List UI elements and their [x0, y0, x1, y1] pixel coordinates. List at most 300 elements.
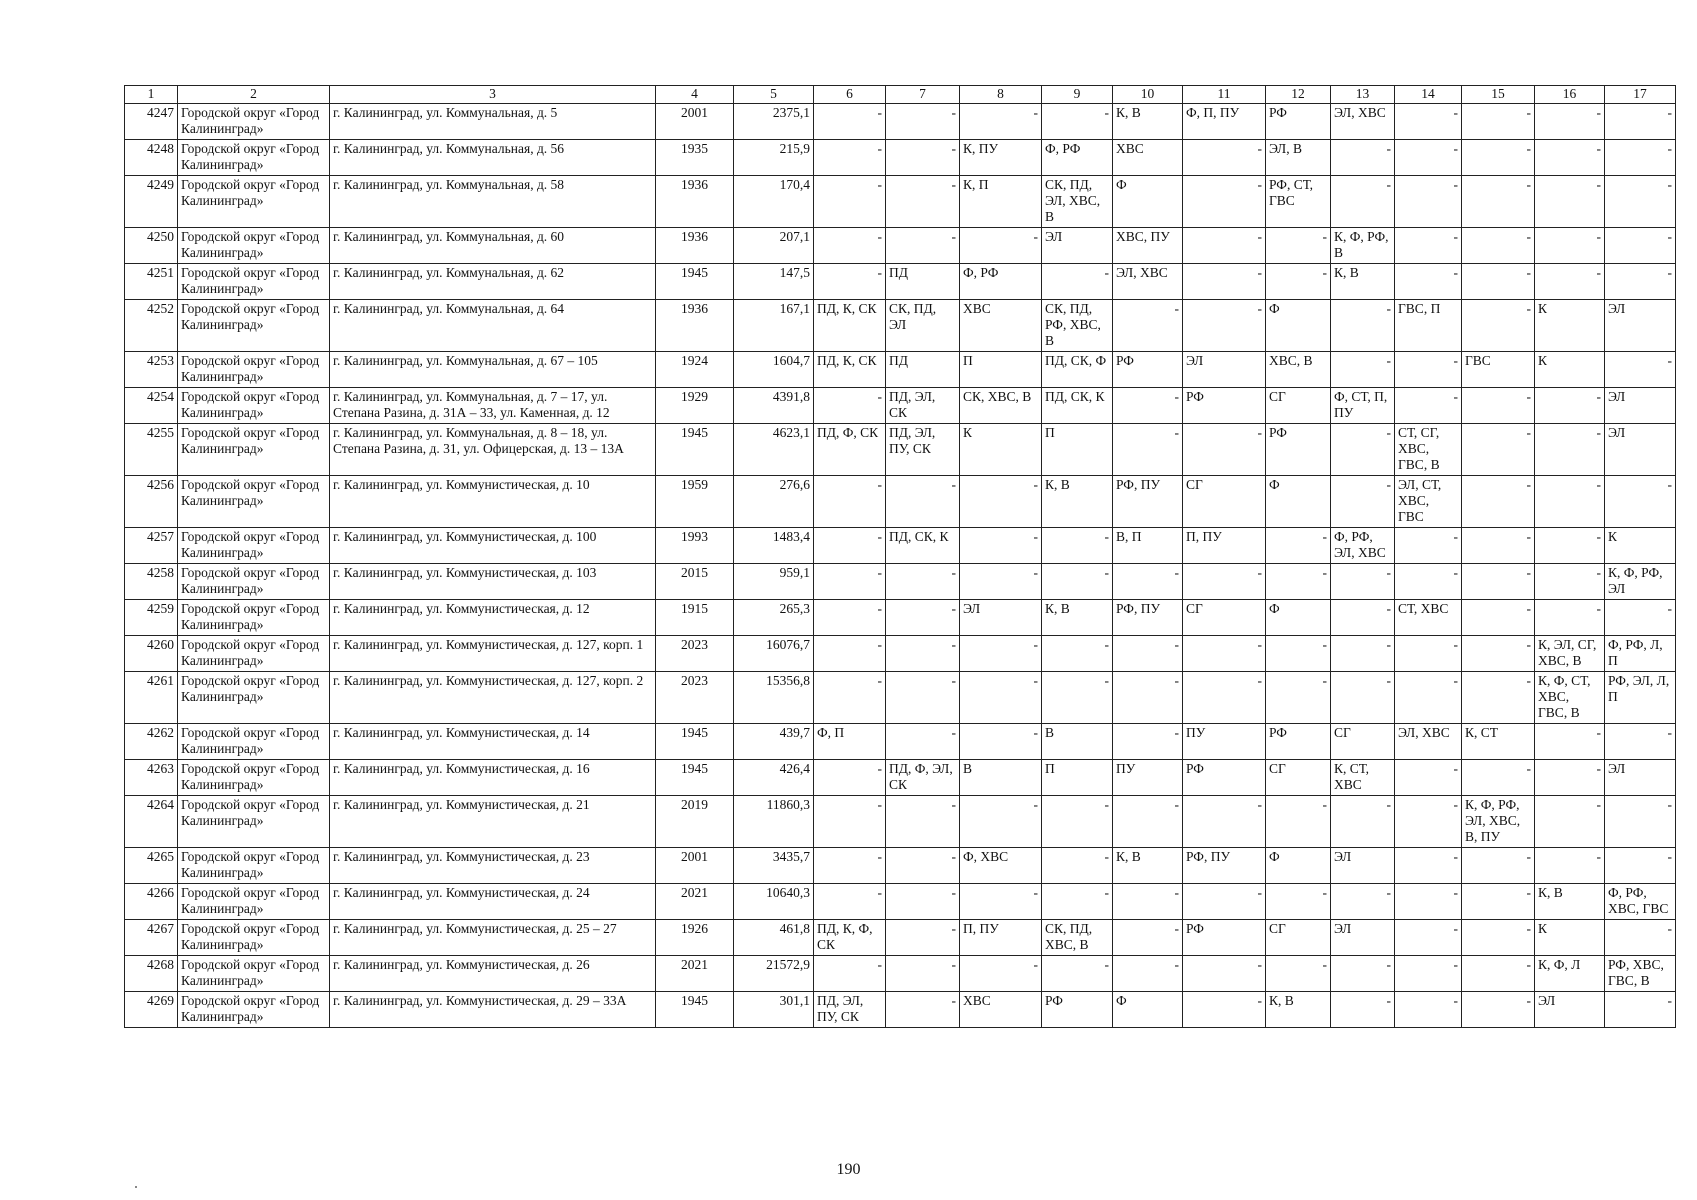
table-cell: ГВС, П [1395, 300, 1462, 352]
table-cell: ЭЛ, ХВС [1331, 104, 1395, 140]
table-cell: - [1395, 228, 1462, 264]
table-row [125, 388, 1676, 424]
table-cell: - [886, 992, 960, 1028]
table-cell: СК, ПД, ХВС, В [1042, 920, 1113, 956]
table-row [125, 564, 1676, 600]
table-cell: Городской округ «Город Калининград» [178, 600, 330, 636]
table-cell: - [1042, 672, 1113, 724]
table-cell: Ф, РФ, Л, П [1605, 636, 1676, 672]
table-cell: Городской округ «Город Калининград» [178, 140, 330, 176]
table-cell: - [1183, 300, 1266, 352]
table-cell: - [1266, 672, 1331, 724]
table-cell: Городской округ «Город Калининград» [178, 956, 330, 992]
table-cell: 4267 [125, 920, 178, 956]
table-cell: 1945 [656, 264, 734, 300]
table-cell: 4623,1 [734, 424, 814, 476]
table-cell: - [1535, 796, 1605, 848]
table-cell: - [1462, 300, 1535, 352]
table-cell: СТ, СГ, ХВС, ГВС, В [1395, 424, 1462, 476]
table-cell: - [1183, 636, 1266, 672]
table-cell: 1924 [656, 352, 734, 388]
table-row [125, 992, 1676, 1028]
table-cell: ЭЛ [960, 600, 1042, 636]
table-cell: г. Калининград, ул. Коммунальная, д. 8 – 18, ул. Степана Разина, д. 31, ул. Офицерская, д. 13 – 13А [330, 424, 656, 476]
table-cell: г. Калининград, ул. Коммунальная, д. 67 – 105 [330, 352, 656, 388]
table-cell: 4249 [125, 176, 178, 228]
table-cell: К, В [1266, 992, 1331, 1028]
table-cell: 1929 [656, 388, 734, 424]
table-cell: г. Калининград, ул. Коммунистическая, д. 127, корп. 1 [330, 636, 656, 672]
table-cell: - [1331, 796, 1395, 848]
table-cell: 4250 [125, 228, 178, 264]
table-cell: - [1042, 528, 1113, 564]
table-cell: - [1395, 352, 1462, 388]
table-cell: ХВС, В [1266, 352, 1331, 388]
table-cell: г. Калининград, ул. Коммунистическая, д. 14 [330, 724, 656, 760]
table-cell: - [886, 848, 960, 884]
table-cell: ХВС [1113, 140, 1183, 176]
table-cell: - [814, 264, 886, 300]
table-row [125, 104, 1676, 140]
table-cell: - [1266, 564, 1331, 600]
table-cell: Городской округ «Город Калининград» [178, 672, 330, 724]
table-cell: - [1535, 600, 1605, 636]
table-cell: К [1605, 528, 1676, 564]
table-cell: - [1113, 796, 1183, 848]
table-cell: К, СТ [1462, 724, 1535, 760]
column-number-row [125, 86, 1676, 104]
table-cell: 207,1 [734, 228, 814, 264]
table-cell: - [1395, 884, 1462, 920]
table-cell: Городской округ «Город Калининград» [178, 884, 330, 920]
table-cell: К, Ф, РФ, ЭЛ [1605, 564, 1676, 600]
table-cell: Городской округ «Город Калининград» [178, 724, 330, 760]
table-cell: Городской округ «Город Калининград» [178, 528, 330, 564]
table-cell: ПД, ЭЛ, ПУ, СК [814, 992, 886, 1028]
table-cell: - [814, 848, 886, 884]
table-cell: - [1462, 672, 1535, 724]
table-cell: г. Калининград, ул. Коммунистическая, д. 12 [330, 600, 656, 636]
table-cell: 2023 [656, 672, 734, 724]
table-cell: - [814, 476, 886, 528]
table-cell: - [1462, 140, 1535, 176]
table-cell: - [1605, 176, 1676, 228]
table-cell: г. Калининград, ул. Коммунистическая, д. 100 [330, 528, 656, 564]
table-row [125, 796, 1676, 848]
table-cell: 15356,8 [734, 672, 814, 724]
table-cell: В, П [1113, 528, 1183, 564]
table-cell: ЭЛ, СТ, ХВС, ГВС [1395, 476, 1462, 528]
table-row [125, 476, 1676, 528]
table-cell: СГ [1266, 920, 1331, 956]
table-cell: П [1042, 424, 1113, 476]
table-cell: СГ [1183, 476, 1266, 528]
table-cell: СК, ПД, ЭЛ [886, 300, 960, 352]
table-cell: 1483,4 [734, 528, 814, 564]
table-cell: ЭЛ [1331, 848, 1395, 884]
table-cell: - [1605, 104, 1676, 140]
table-cell: 959,1 [734, 564, 814, 600]
table-cell: - [886, 956, 960, 992]
table-cell: ЭЛ [1605, 388, 1676, 424]
table-cell: 1945 [656, 992, 734, 1028]
table-cell: - [1462, 228, 1535, 264]
table-cell: Ф [1266, 476, 1331, 528]
table-cell: г. Калининград, ул. Коммунистическая, д. 10 [330, 476, 656, 528]
table-cell: - [1535, 760, 1605, 796]
table-cell: - [1113, 672, 1183, 724]
table-cell: - [960, 228, 1042, 264]
table-cell: 4264 [125, 796, 178, 848]
table-cell: 4269 [125, 992, 178, 1028]
table-cell: - [1605, 352, 1676, 388]
table-cell: - [1183, 564, 1266, 600]
table-cell: 4253 [125, 352, 178, 388]
table-cell: - [1331, 956, 1395, 992]
table-cell: - [886, 672, 960, 724]
table-cell: - [960, 564, 1042, 600]
table-cell: - [1113, 884, 1183, 920]
table-cell: - [1605, 600, 1676, 636]
table-cell: 147,5 [734, 264, 814, 300]
table-cell: ПД, ЭЛ, СК [886, 388, 960, 424]
table-cell: - [1183, 884, 1266, 920]
table-cell: - [886, 796, 960, 848]
table-cell: - [1462, 884, 1535, 920]
table-cell: Городской округ «Город Калининград» [178, 920, 330, 956]
table-cell: - [1605, 724, 1676, 760]
table-cell: - [1331, 476, 1395, 528]
table-cell: г. Калининград, ул. Коммунистическая, д. 24 [330, 884, 656, 920]
table-cell: 1915 [656, 600, 734, 636]
table-cell: Городской округ «Город Калининград» [178, 388, 330, 424]
table-cell: - [1462, 848, 1535, 884]
table-cell: ЭЛ [1331, 920, 1395, 956]
table-cell: ПУ [1183, 724, 1266, 760]
table-cell: - [1042, 796, 1113, 848]
table-cell: - [1462, 600, 1535, 636]
table-cell: 4248 [125, 140, 178, 176]
table-cell: 4263 [125, 760, 178, 796]
table-cell: 10640,3 [734, 884, 814, 920]
table-cell: 4255 [125, 424, 178, 476]
table-cell: г. Калининград, ул. Коммунистическая, д. 26 [330, 956, 656, 992]
table-row [125, 760, 1676, 796]
table-cell: - [1331, 884, 1395, 920]
table-cell: - [1042, 636, 1113, 672]
column-header: 10 [1113, 86, 1183, 104]
table-cell: 4257 [125, 528, 178, 564]
table-row [125, 352, 1676, 388]
table-cell: - [1462, 760, 1535, 796]
table-cell: 4254 [125, 388, 178, 424]
table-cell: - [1462, 528, 1535, 564]
table-cell: г. Калининград, ул. Коммунистическая, д. 127, корп. 2 [330, 672, 656, 724]
table-cell: - [1113, 636, 1183, 672]
table-cell: - [1605, 920, 1676, 956]
table-cell: К, ПУ [960, 140, 1042, 176]
table-cell: - [1113, 920, 1183, 956]
table-cell: г. Калининград, ул. Коммунальная, д. 5 [330, 104, 656, 140]
table-cell: 4256 [125, 476, 178, 528]
column-header: 13 [1331, 86, 1395, 104]
scan-speck [135, 1186, 137, 1188]
table-cell: - [1462, 264, 1535, 300]
table-cell: - [1042, 884, 1113, 920]
table-cell: К, Ф, СТ, ХВС, ГВС, В [1535, 672, 1605, 724]
table-cell: - [1462, 104, 1535, 140]
table-cell: Ф [1113, 176, 1183, 228]
table-cell: ЭЛ, В [1266, 140, 1331, 176]
table-cell: 2015 [656, 564, 734, 600]
table-cell: Ф [1266, 848, 1331, 884]
table-cell: 1936 [656, 228, 734, 264]
table-cell: - [1042, 848, 1113, 884]
table-cell: К [1535, 920, 1605, 956]
table-cell: - [1183, 424, 1266, 476]
column-header: 1 [125, 86, 178, 104]
table-cell: К, ЭЛ, СГ, ХВС, В [1535, 636, 1605, 672]
table-cell: К [1535, 352, 1605, 388]
table-cell: - [886, 724, 960, 760]
table-cell: - [1266, 264, 1331, 300]
table-cell: - [1535, 104, 1605, 140]
table-cell: - [1395, 528, 1462, 564]
table-cell: 1604,7 [734, 352, 814, 388]
table-cell: Ф, ХВС [960, 848, 1042, 884]
table-cell: ЭЛ, ХВС [1395, 724, 1462, 760]
table-cell: К, В [1113, 848, 1183, 884]
table-cell: - [814, 228, 886, 264]
table-cell: - [1266, 228, 1331, 264]
table-cell: 301,1 [734, 992, 814, 1028]
table-cell: РФ [1266, 724, 1331, 760]
table-cell: Ф [1113, 992, 1183, 1028]
table-cell: - [1331, 176, 1395, 228]
table-cell: К [960, 424, 1042, 476]
table-cell: ПД, ЭЛ, ПУ, СК [886, 424, 960, 476]
table-cell: РФ, ПУ [1113, 600, 1183, 636]
table-cell: - [960, 672, 1042, 724]
table-cell: - [960, 796, 1042, 848]
table-cell: К [1535, 300, 1605, 352]
column-header: 9 [1042, 86, 1113, 104]
table-cell: К, Ф, РФ, В [1331, 228, 1395, 264]
table-row [125, 672, 1676, 724]
table-cell: Ф, РФ, ЭЛ, ХВС [1331, 528, 1395, 564]
table-cell: - [1395, 140, 1462, 176]
table-cell: 2023 [656, 636, 734, 672]
table-cell: - [886, 920, 960, 956]
table-cell: 4391,8 [734, 388, 814, 424]
table-cell: 2001 [656, 848, 734, 884]
table-cell: - [1535, 264, 1605, 300]
table-cell: - [814, 564, 886, 600]
table-cell: 4247 [125, 104, 178, 140]
table-cell: ПД, СК, К [886, 528, 960, 564]
table-cell: - [960, 636, 1042, 672]
table-header [125, 86, 1676, 104]
table-cell: ЭЛ [1605, 424, 1676, 476]
table-cell: - [1042, 956, 1113, 992]
table-cell: - [1183, 176, 1266, 228]
table-cell: - [1395, 796, 1462, 848]
table-cell: Ф, П [814, 724, 886, 760]
table-cell: - [814, 796, 886, 848]
column-header: 5 [734, 86, 814, 104]
table-cell: Городской округ «Город Калининград» [178, 564, 330, 600]
table-cell: - [1395, 636, 1462, 672]
table-cell: - [1183, 796, 1266, 848]
table-cell: Ф [1266, 300, 1331, 352]
table-row [125, 424, 1676, 476]
table-cell: ПД, СК, К [1042, 388, 1113, 424]
table-cell: ПД [886, 352, 960, 388]
table-cell: - [1395, 176, 1462, 228]
table-cell: - [1183, 672, 1266, 724]
column-header: 2 [178, 86, 330, 104]
table-cell: - [1331, 424, 1395, 476]
table-cell: - [1042, 104, 1113, 140]
table-cell: РФ [1266, 424, 1331, 476]
table-cell: - [1605, 992, 1676, 1028]
table-row [125, 848, 1676, 884]
column-header: 14 [1395, 86, 1462, 104]
table-cell: - [1605, 476, 1676, 528]
column-header: 4 [656, 86, 734, 104]
table-cell: - [1605, 796, 1676, 848]
table-cell: Городской округ «Город Калининград» [178, 176, 330, 228]
table-cell: ПД, К, СК [814, 300, 886, 352]
table-row [125, 600, 1676, 636]
table-cell: ЭЛ [1605, 300, 1676, 352]
table-row [125, 228, 1676, 264]
table-cell: СГ [1266, 760, 1331, 796]
table-cell: - [886, 600, 960, 636]
table-cell: - [1462, 476, 1535, 528]
table-cell: - [1462, 424, 1535, 476]
table-cell: К, В [1535, 884, 1605, 920]
column-header: 3 [330, 86, 656, 104]
table-cell: г. Калининград, ул. Коммунальная, д. 56 [330, 140, 656, 176]
table-cell: - [886, 140, 960, 176]
table-cell: - [886, 476, 960, 528]
table-cell: - [886, 228, 960, 264]
table-cell: - [1395, 992, 1462, 1028]
table-cell: 4268 [125, 956, 178, 992]
table-cell: Городской округ «Город Калининград» [178, 796, 330, 848]
table-cell: 1945 [656, 760, 734, 796]
column-header: 12 [1266, 86, 1331, 104]
table-cell: - [1462, 564, 1535, 600]
table-cell: 21572,9 [734, 956, 814, 992]
table-cell: - [1183, 264, 1266, 300]
table-cell: - [1395, 956, 1462, 992]
table-cell: 1926 [656, 920, 734, 956]
table-cell: 4252 [125, 300, 178, 352]
table-cell: 4265 [125, 848, 178, 884]
table-cell: - [886, 176, 960, 228]
table-cell: - [1605, 140, 1676, 176]
table-cell: 439,7 [734, 724, 814, 760]
table-cell: 4261 [125, 672, 178, 724]
table-cell: РФ [1266, 104, 1331, 140]
housing-registry-table [124, 85, 1676, 1028]
table-cell: - [1266, 796, 1331, 848]
table-cell: К, В [1331, 264, 1395, 300]
table-cell: Городской округ «Город Калининград» [178, 352, 330, 388]
table-cell: г. Калининград, ул. Коммунальная, д. 7 – 17, ул. Степана Разина, д. 31А – 33, ул. Каменная, д. 12 [330, 388, 656, 424]
table-cell: 11860,3 [734, 796, 814, 848]
table-row [125, 920, 1676, 956]
page-number: 190 [836, 1161, 861, 1178]
table-cell: СК, ПД, РФ, ХВС, В [1042, 300, 1113, 352]
table-cell: ПУ [1113, 760, 1183, 796]
table-cell: - [1535, 176, 1605, 228]
table-cell: РФ [1183, 760, 1266, 796]
table-cell: - [814, 104, 886, 140]
table-cell: - [960, 528, 1042, 564]
table-cell: К, СТ, ХВС [1331, 760, 1395, 796]
table-cell: Ф, РФ [1042, 140, 1113, 176]
table-cell: ПД, К, Ф, СК [814, 920, 886, 956]
table-cell: ХВС [960, 300, 1042, 352]
table-cell: - [1331, 300, 1395, 352]
table-cell: - [1331, 600, 1395, 636]
column-header: 15 [1462, 86, 1535, 104]
table-cell: - [1395, 264, 1462, 300]
table-cell: - [1535, 724, 1605, 760]
table-cell: 2375,1 [734, 104, 814, 140]
table-cell: - [1113, 388, 1183, 424]
table-cell: г. Калининград, ул. Коммунистическая, д. 16 [330, 760, 656, 796]
table-cell: - [1535, 424, 1605, 476]
table-cell: К, В [1042, 600, 1113, 636]
table-cell: ЭЛ [1183, 352, 1266, 388]
table-cell: - [1535, 476, 1605, 528]
table-cell: 265,3 [734, 600, 814, 636]
table-cell: - [814, 140, 886, 176]
table-cell: Городской округ «Город Калининград» [178, 228, 330, 264]
table-cell: К, В [1042, 476, 1113, 528]
table-cell: Городской округ «Город Калининград» [178, 848, 330, 884]
table-cell: 2019 [656, 796, 734, 848]
table-cell: ХВС [960, 992, 1042, 1028]
table-cell: ПД, К, СК [814, 352, 886, 388]
table-cell: - [1183, 140, 1266, 176]
table-cell: - [814, 600, 886, 636]
table-cell: СТ, ХВС [1395, 600, 1462, 636]
column-header: 17 [1605, 86, 1676, 104]
table-cell: г. Калининград, ул. Коммунистическая, д. 21 [330, 796, 656, 848]
table-cell: К, Ф, Л [1535, 956, 1605, 992]
table-cell: 276,6 [734, 476, 814, 528]
table-cell: - [1535, 228, 1605, 264]
table-cell: В [960, 760, 1042, 796]
table-row [125, 884, 1676, 920]
table-cell: - [814, 636, 886, 672]
table-cell: 4266 [125, 884, 178, 920]
table-cell: РФ [1113, 352, 1183, 388]
table-cell: - [1331, 992, 1395, 1028]
table-cell: - [1462, 176, 1535, 228]
table-cell: 3435,7 [734, 848, 814, 884]
table-row [125, 528, 1676, 564]
table-cell: П [1042, 760, 1113, 796]
table-cell: - [1266, 956, 1331, 992]
table-cell: СК, ПД, ЭЛ, ХВС, В [1042, 176, 1113, 228]
table-cell: - [1331, 636, 1395, 672]
